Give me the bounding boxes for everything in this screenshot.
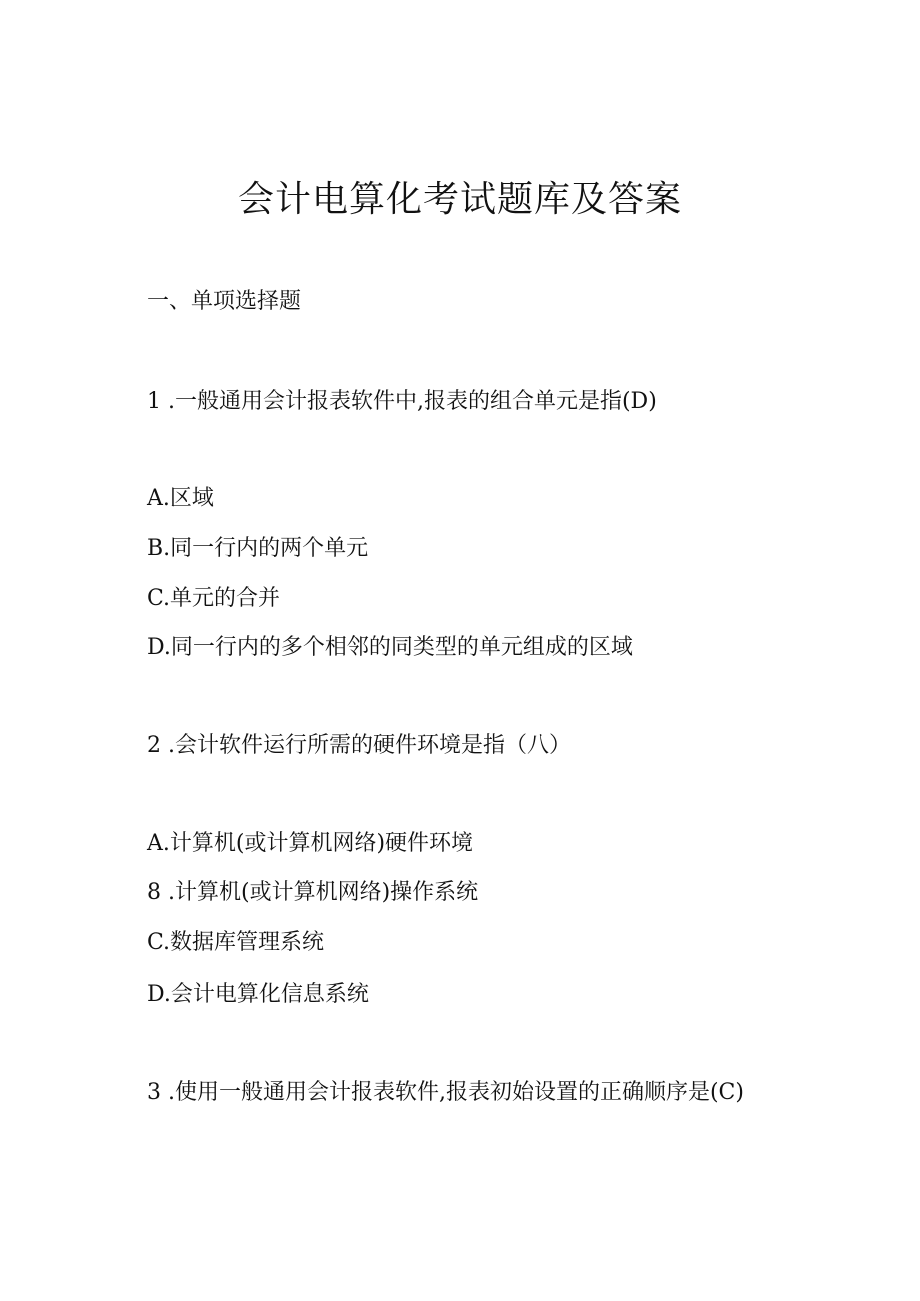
question-1-option-c: C.单元的合并 — [147, 586, 281, 611]
question-1-option-b: B.同一行内的两个单元 — [147, 536, 369, 561]
question-1-option-d: D.同一行内的多个相邻的同类型的单元组成的区域 — [147, 635, 633, 660]
question-1-stem: 1 .一般通用会计报表软件中,报表的组合单元是指(D) — [147, 389, 657, 414]
question-3-stem: 3 .使用一般通用会计报表软件,报表初始设置的正确顺序是(C) — [147, 1080, 744, 1105]
question-2-option-b: 8 .计算机(或计算机网络)操作系统 — [147, 880, 479, 905]
question-2-option-c: C.数据库管理系统 — [147, 930, 325, 955]
section-heading: 一、单项选择题 — [147, 289, 302, 314]
question-2-option-a: A.计算机(或计算机网络)硬件环境 — [147, 831, 474, 856]
question-2-option-d: D.会计电算化信息系统 — [147, 982, 369, 1007]
document-title: 会计电算化考试题库及答案 — [237, 179, 682, 220]
question-2-stem: 2 .会计软件运行所需的硬件环境是指（八） — [147, 733, 571, 758]
question-1-option-a: A.区域 — [147, 486, 214, 511]
